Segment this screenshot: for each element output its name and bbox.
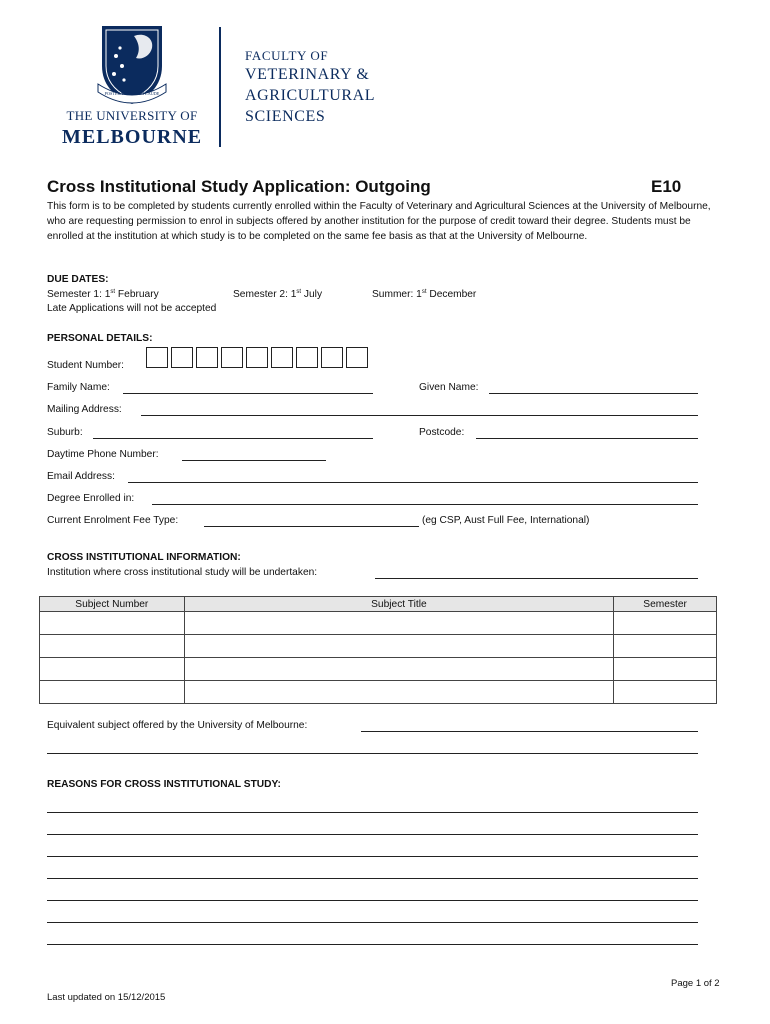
reasons-line[interactable]	[47, 856, 698, 857]
reasons-line[interactable]	[47, 900, 698, 901]
degree-field[interactable]	[152, 504, 698, 505]
reasons-line[interactable]	[47, 944, 698, 945]
degree-label: Degree Enrolled in:	[47, 493, 135, 504]
subject-number-cell[interactable]	[40, 612, 185, 635]
subject-table	[39, 596, 717, 704]
personal-heading: PERSONAL DETAILS:	[47, 333, 153, 344]
reasons-heading: REASONS FOR CROSS INSTITUTIONAL STUDY:	[47, 779, 281, 790]
form-title: Cross Institutional Study Application: Outgoing	[47, 177, 431, 196]
fee-type-label: Current Enrolment Fee Type:	[47, 515, 179, 526]
student-number-digit[interactable]	[221, 347, 243, 368]
crest-icon	[96, 22, 168, 106]
fee-type-field[interactable]	[204, 526, 419, 527]
reasons-line[interactable]	[47, 812, 698, 813]
semester-cell[interactable]	[614, 635, 717, 658]
late-note: Late Applications will not be accepted	[47, 303, 217, 314]
student-number-digit[interactable]	[321, 347, 343, 368]
table-row	[40, 612, 717, 635]
subject-title-cell[interactable]	[184, 635, 614, 658]
header-divider	[219, 27, 221, 147]
cross-heading: CROSS INSTITUTIONAL INFORMATION:	[47, 552, 241, 563]
subject-number-cell[interactable]	[40, 658, 185, 681]
subject-number-cell[interactable]	[40, 681, 185, 704]
table-header-row	[40, 597, 717, 612]
due-date-summer: Summer: 1st December	[372, 289, 477, 300]
subject-title-cell[interactable]	[184, 612, 614, 635]
student-number-digit[interactable]	[146, 347, 168, 368]
equivalent-field[interactable]	[361, 731, 698, 732]
postcode-label: Postcode:	[419, 427, 465, 438]
subject-title-cell[interactable]	[184, 658, 614, 681]
student-number-digit[interactable]	[296, 347, 318, 368]
student-number-digit[interactable]	[246, 347, 268, 368]
subject-title-cell[interactable]	[184, 681, 614, 704]
given-name-label: Given Name:	[419, 382, 479, 393]
family-name-label: Family Name:	[47, 382, 110, 393]
semester-cell[interactable]	[614, 612, 717, 635]
faculty-name: FACULTY OF VETERINARY & AGRICULTURAL SCIENCES	[245, 48, 376, 125]
email-label: Email Address:	[47, 471, 115, 482]
table-row	[40, 635, 717, 658]
last-updated: Last updated on 15/12/2015	[47, 992, 166, 1003]
due-date-semester2: Semester 2: 1st July	[233, 289, 323, 300]
university-label: THE UNIVERSITY OF	[66, 108, 198, 123]
mailing-address-field[interactable]	[141, 415, 698, 416]
semester-cell[interactable]	[614, 681, 717, 704]
suburb-field[interactable]	[93, 438, 373, 439]
phone-field[interactable]	[182, 460, 326, 461]
equivalent-field-line2[interactable]	[47, 753, 698, 754]
given-name-field[interactable]	[489, 393, 698, 394]
phone-label: Daytime Phone Number:	[47, 449, 159, 460]
student-number-digit[interactable]	[271, 347, 293, 368]
institution-field[interactable]	[375, 578, 698, 579]
student-number-boxes	[146, 347, 371, 368]
equivalent-label: Equivalent subject offered by the University of Melbourne:	[47, 720, 308, 731]
semester-cell[interactable]	[614, 658, 717, 681]
institution-label: Institution where cross institutional study will be undertaken:	[47, 567, 318, 578]
reasons-line[interactable]	[47, 878, 698, 879]
table-row	[40, 658, 717, 681]
student-number-digit[interactable]	[196, 347, 218, 368]
student-number-digit[interactable]	[171, 347, 193, 368]
form-code: E10	[651, 177, 682, 196]
university-name: MELBOURNE	[62, 126, 203, 148]
postcode-field[interactable]	[476, 438, 698, 439]
form-intro: This form is to be completed by students currently enrolled within the Faculty of Veterinary and Agricultural Sciences at the University of Melbourne, who are requesting permission to enrol in subjects offered by another institution for the purpose of credit toward their degree. Students must be enrolled at the institution at which study is to be completed on the same fee basis as that at the University of Melbourne.	[47, 201, 711, 242]
university-logo	[62, 22, 202, 148]
suburb-label: Suburb:	[47, 427, 83, 438]
student-number-digit[interactable]	[346, 347, 368, 368]
page-number: Page 1 of 2	[671, 978, 720, 989]
col-semester: Semester	[614, 597, 717, 612]
reasons-line[interactable]	[47, 834, 698, 835]
mailing-address-label: Mailing Address:	[47, 404, 122, 415]
col-subject-title: Subject Title	[184, 597, 614, 612]
due-date-semester1: Semester 1: 1st February	[47, 289, 159, 300]
fee-type-hint: (eg CSP, Aust Full Fee, International)	[422, 515, 590, 526]
subject-number-cell[interactable]	[40, 635, 185, 658]
svg-text:POSTERA CRESCAM LAUDE: POSTERA CRESCAM LAUDE	[104, 91, 160, 96]
col-subject-number: Subject Number	[40, 597, 185, 612]
family-name-field[interactable]	[123, 393, 373, 394]
table-row	[40, 681, 717, 704]
email-field[interactable]	[128, 482, 698, 483]
student-number-label: Student Number:	[47, 360, 125, 371]
reasons-line[interactable]	[47, 922, 698, 923]
due-dates-heading: DUE DATES:	[47, 274, 109, 285]
